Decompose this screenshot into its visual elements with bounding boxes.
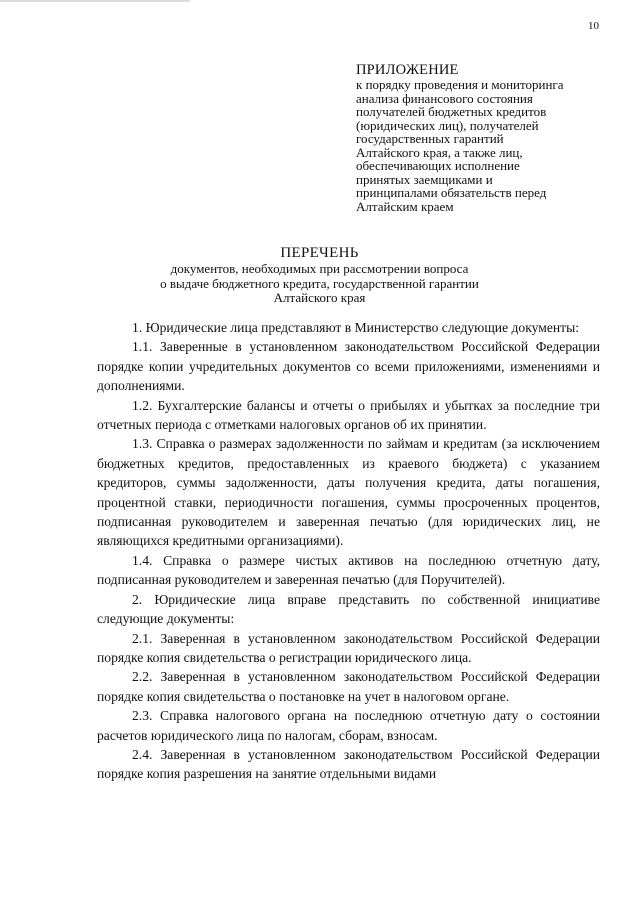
appendix-line: анализа финансового состояния (356, 90, 533, 106)
appendix-title: ПРИЛОЖЕНИЕ (356, 62, 459, 78)
appendix-line: (юридических лиц), получателей (356, 117, 539, 133)
paragraph-1-3: 1.3. Справка о размерах задолженности по займам и кредитам (за исключением бюджетных кредитов, предоставленных из краевого бюджета) с указанием кредиторов, суммы задолженности, даты получения кредита, даты погашения, процентной ставки, периодичности погашения, суммы просроченных процентов, подписанная руководителем и заверенная печатью (для юридических лиц, не являющихся кредитными организациями). (97, 436, 600, 549)
appendix-line: к порядку проведения и мониторинга (356, 77, 564, 92)
paragraph-1: 1. Юридические лица представляют в Министерство следующие документы: (132, 320, 580, 335)
paragraph-2-4: 2.4. Заверенная в установленном законодательством Российской Федерации порядке копия разрешения на занятие отдельными видами (97, 746, 600, 782)
document-body (97, 318, 600, 784)
appendix-line: государственных гарантий (356, 131, 504, 146)
appendix-line: обеспечивающих исполнение (356, 158, 520, 173)
scan-artifact-line (0, 0, 190, 2)
list-subtitle-line: Алтайского края (273, 290, 366, 305)
page-number: 10 (588, 20, 599, 32)
appendix-line: Алтайского края, а также лиц, (356, 144, 523, 160)
paragraph-2-1: 2.1. Заверенная в установленном законодательством Российской Федерации порядке копия свидетельства о регистрации юридического лица. (97, 630, 600, 665)
paragraph-1-4: 1.4. Справка о размере чистых активов на последнюю отчетную дату, подписанная руководителем и заверенная печатью (для Поручителей). (97, 552, 600, 588)
paragraph-1-1: 1.1. Заверенные в установленном законодательством Российской Федерации порядке копии учредительных документов со всеми приложениями, изменениями и дополнениями. (97, 339, 600, 394)
paragraph-2: 2. Юридические лица вправе представить по собственной инициативе следующие документы: (97, 591, 600, 627)
list-subtitle-line: о выдаче бюджетного кредита, государственной гарантии (160, 275, 479, 291)
appendix-block (356, 62, 616, 213)
paragraph-2-3: 2.3. Справка налогового органа на последнюю отчетную дату о состоянии расчетов юридического лица по налогам, сборам, взносам. (97, 708, 600, 743)
list-subtitle-line: документов, необходимых при рассмотрении вопроса (170, 261, 469, 276)
list-title: ПЕРЕЧЕНЬ (280, 245, 359, 261)
paragraph-1-2: 1.2. Бухгалтерские балансы и отчеты о прибылях и убытках за последние три отчетных периода с отметками налоговых органов об их принятии. (97, 397, 600, 433)
paragraph-2-2: 2.2. Заверенная в установленном законодательством Российской Федерации порядке копия свидетельства о постановке на учет в налоговом органе. (97, 669, 600, 704)
appendix-line: получателей бюджетных кредитов (356, 104, 547, 119)
appendix-line: принятых заемщиками и (356, 171, 493, 187)
list-title-block (0, 245, 639, 306)
appendix-line: принципалами обязательств перед (356, 185, 547, 200)
appendix-line: Алтайским краем (356, 198, 454, 214)
